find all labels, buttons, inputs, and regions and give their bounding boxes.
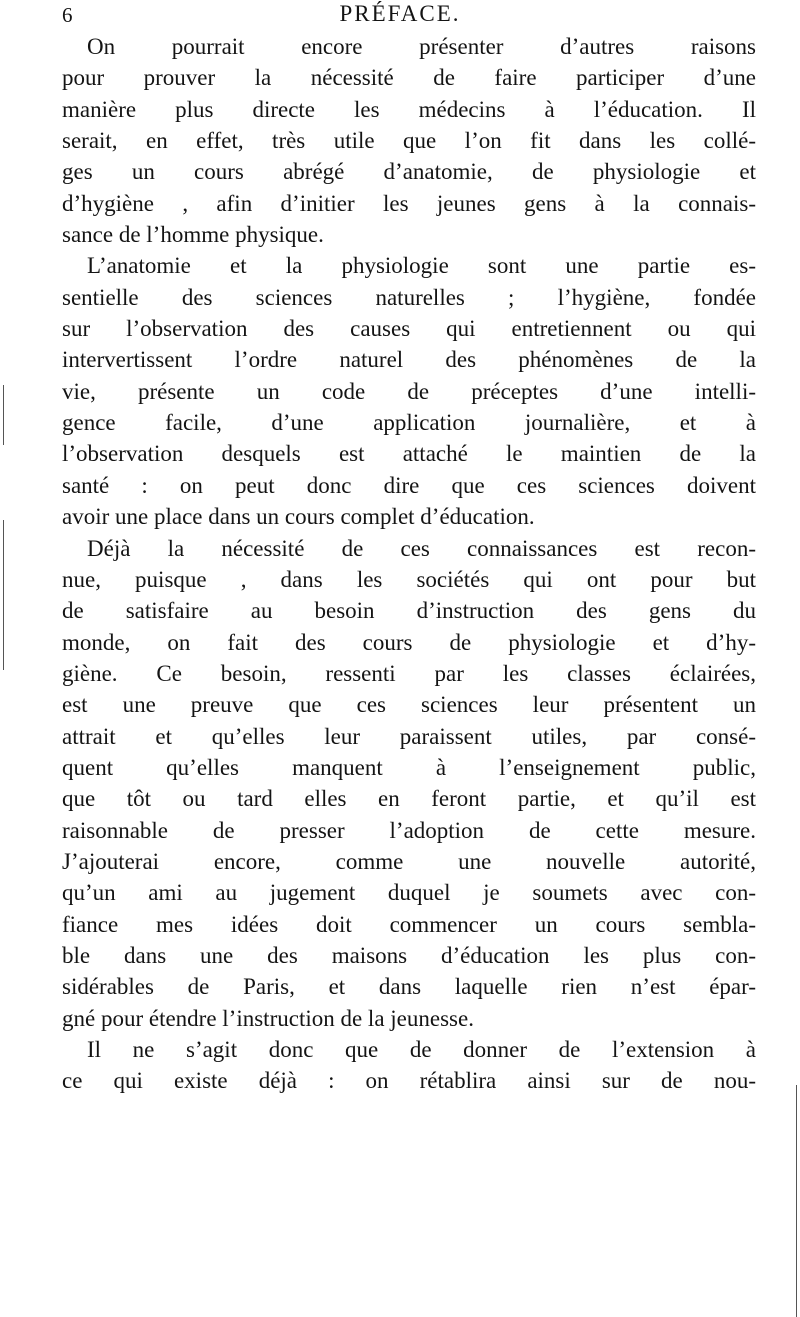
text-line: giène. Ce besoin, ressenti par les classes éclairées, [62, 660, 756, 686]
page-edge-mark [3, 520, 4, 670]
text-line: l’observation desquels est attaché le maintien de la [62, 441, 756, 467]
text-line: sidérables de Paris, et dans laquelle rien n’est épar- [62, 974, 756, 1000]
text-line: Déjà la nécessité de ces connaissances est recon- [87, 535, 756, 561]
page-edge-mark [796, 1085, 797, 1317]
text-line: de satisfaire au besoin d’instruction des gens du [62, 598, 756, 624]
text-line: sur l’observation des causes qui entretiennent ou qui [62, 316, 756, 342]
running-title: PRÉFACE. [339, 1, 461, 26]
text-line: ges un cours abrégé d’anatomie, de physiologie et [62, 159, 756, 185]
text-line: sentielle des sciences naturelles ; l’hygiène, fondée [62, 284, 756, 310]
text-line: intervertissent l’ordre naturel des phénomènes de la [62, 347, 756, 373]
text-line: est une preuve que ces sciences leur présentent un [62, 692, 756, 718]
text-line: sance de l’homme physique. [62, 222, 324, 248]
text-line: serait, en effet, très utile que l’on fit dans les collé- [62, 128, 756, 154]
text-line: quent qu’elles manquent à l’enseignement public, [62, 754, 756, 780]
text-line: avoir une place dans un cours complet d’éducation. [62, 504, 535, 530]
page-edge-mark [3, 385, 4, 445]
text-line: attrait et qu’elles leur paraissent utiles, par consé- [62, 723, 756, 749]
text-line: ce qui existe déjà : on rétablira ainsi sur de nou- [62, 1068, 756, 1094]
text-line: monde, on fait des cours de physiologie et d’hy- [62, 629, 756, 655]
text-line: ble dans une des maisons d’éducation les plus con- [62, 942, 756, 968]
page-number: 6 [62, 3, 73, 27]
text-line: fiance mes idées doit commencer un cours sembla- [62, 911, 756, 937]
text-line: L’anatomie et la physiologie sont une partie es- [87, 253, 756, 279]
text-line: gence facile, d’une application journalière, et à [62, 410, 756, 436]
running-head [0, 1, 800, 27]
text-line: d’hygiène , afin d’initier les jeunes gens à la connais- [62, 190, 756, 216]
text-line: que tôt ou tard elles en feront partie, et qu’il est [62, 786, 756, 812]
body-text [62, 31, 756, 1097]
text-line: manière plus directe les médecins à l’éducation. Il [62, 96, 756, 122]
text-line: vie, présente un code de préceptes d’une intelli- [62, 378, 756, 404]
text-line: On pourrait encore présenter d’autres raisons [87, 34, 756, 59]
text-line: J’ajouterai encore, comme une nouvelle autorité, [62, 848, 756, 874]
text-line: raisonnable de presser l’adoption de cette mesure. [62, 817, 756, 843]
text-line: nue, puisque , dans les sociétés qui ont pour but [62, 566, 756, 592]
text-line: pour prouver la nécessité de faire participer d’une [62, 65, 756, 91]
text-line: qu’un ami au jugement duquel je soumets avec con- [62, 880, 756, 906]
text-line: Il ne s’agit donc que de donner de l’extension à [87, 1037, 756, 1062]
text-line: gné pour étendre l’instruction de la jeunesse. [62, 1005, 474, 1031]
text-line: santé : on peut donc dire que ces sciences doivent [62, 472, 756, 498]
